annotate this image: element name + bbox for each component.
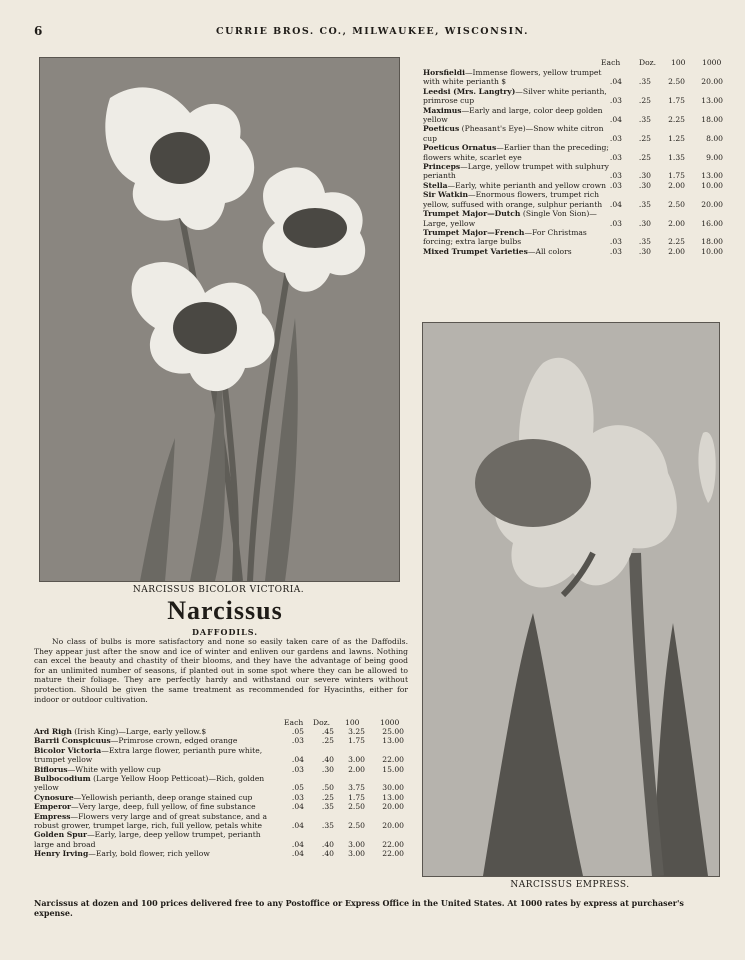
col-1000: 1000 — [380, 718, 400, 727]
list-item: Empress—Flowers very large and of great substance, and a robust grower, trumpet large, rich, full yellow, petals white .04 .35 2.50 20.00 — [34, 811, 404, 831]
list-item: Bulbocodium (Large Yellow Hoop Petticoat)—Rich, golden yellow .05 .50 3.75 30.00 — [34, 774, 404, 793]
col-100: 100 — [345, 718, 360, 727]
list-item: Cynosure—Yellowish perianth, deep orange stained cup .03 .25 1.75 13.00 — [34, 792, 404, 802]
list-item: Princeps—Large, yellow trumpet with sulphury perianth .03 .30 1.75 13.00 — [423, 162, 723, 181]
right-price-header — [423, 58, 723, 68]
page-header-title: CURRIE BROS. CO., MILWAUKEE, WISCONSIN. — [216, 26, 529, 37]
right-variety-list — [423, 68, 723, 256]
col-100: 100 — [671, 58, 686, 67]
daffodil-illustration — [40, 58, 399, 581]
col-doz: Doz. — [313, 718, 331, 727]
col-each: Each — [601, 58, 621, 67]
list-item: Horsfieldi—Immense flowers, yellow trumpet with white perianth $ .04 .35 2.50 20.00 — [423, 68, 723, 87]
list-item: Maximus—Early and large, color deep golden yellow .04 .35 2.25 18.00 — [423, 105, 723, 125]
list-item: Biflorus—White with yellow cup .03 .30 2.00 15.00 — [34, 764, 404, 774]
footer-note: Narcissus at dozen and 100 prices delivered free to any Postoffice or Express Office in the United States. At 1000 rates by express at purchaser's expense. — [34, 898, 684, 918]
list-item: Barrii Conspicuus—Primrose crown, edged orange .03 .25 1.75 13.00 — [34, 736, 404, 746]
left-variety-list — [34, 727, 406, 859]
list-item: Bicolor Victoria—Extra large flower, perianth pure white, trumpet yellow .04 .40 3.00 22.00 — [34, 745, 404, 765]
list-item: Leedsi (Mrs. Langtry)—Silver white perianth, primrose cup .03 .25 1.75 13.00 — [423, 86, 723, 106]
list-item: Trumpet Major—Dutch (Single Von Sion)—Large, yellow .03 .30 2.00 16.00 — [423, 209, 723, 228]
list-item: Emperor—Very large, deep, full yellow, of fine substance .04 .35 2.50 20.00 — [34, 802, 404, 812]
list-item: Henry Irving—Early, bold flower, rich yellow .04 .40 3.00 22.00 — [34, 849, 404, 859]
col-each: Each — [284, 718, 304, 727]
list-item: Trumpet Major—French—For Christmas forcing; extra large bulbs .03 .35 2.25 18.00 — [423, 227, 723, 247]
page-number: 6 — [34, 24, 43, 38]
daffodil-illustration — [423, 323, 719, 876]
photo-empress — [422, 322, 720, 877]
list-item: Stella—Early, white perianth and yellow crown .03 .30 2.00 10.00 — [423, 180, 723, 190]
caption-bicolor-victoria: NARCISSUS BICOLOR VICTORIA. — [132, 585, 305, 595]
list-item: Ard Righ (Irish King)—Large, early yellow.$ .05 .45 3.25 25.00 — [34, 727, 404, 736]
list-item: Poeticus (Pheasant's Eye)—Snow white citron cup .03 .25 1.25 8.00 — [423, 124, 723, 143]
col-doz: Doz. — [639, 58, 657, 67]
section-intro: No class of bulbs is more satisfactory and none so easily taken care of as the Daffodils. They appear just after the snow and ice of winter and enliven our gardens and lawns. Nothing can excel the beauty and chastity of their blooms, and they have the advantage of being good for an unlimited number of seasons, if planted out in some spot where they can be allowed to mature their foliage. They are perfectly hardy and withstand our severe winters without protection. Should be given the same treatment as recommended for Hyacinths, either for indoor or outdoor cultivation. — [34, 637, 408, 704]
list-item: Poeticus Ornatus—Earlier than the preceding; flowers white, scarlet eye .03 .25 1.35 9.00 — [423, 143, 723, 162]
list-item: Sir Watkin—Enormous flowers, trumpet rich yellow, suffused with orange, sulphur perianth .04 .35 2.50 20.00 — [423, 190, 723, 209]
caption-empress: NARCISSUS EMPRESS. — [510, 880, 630, 890]
col-1000: 1000 — [702, 58, 722, 67]
list-item: Mixed Trumpet Varieties—All colors .03 .30 2.00 10.00 — [423, 246, 723, 256]
list-item: Golden Spur—Early, large, deep yellow trumpet, perianth large and broad .04 .40 3.00 22.00 — [34, 830, 404, 849]
photo-bicolor-victoria — [39, 57, 400, 582]
section-subtitle: DAFFODILS. — [191, 627, 259, 637]
section-title: Narcissus — [167, 596, 283, 625]
